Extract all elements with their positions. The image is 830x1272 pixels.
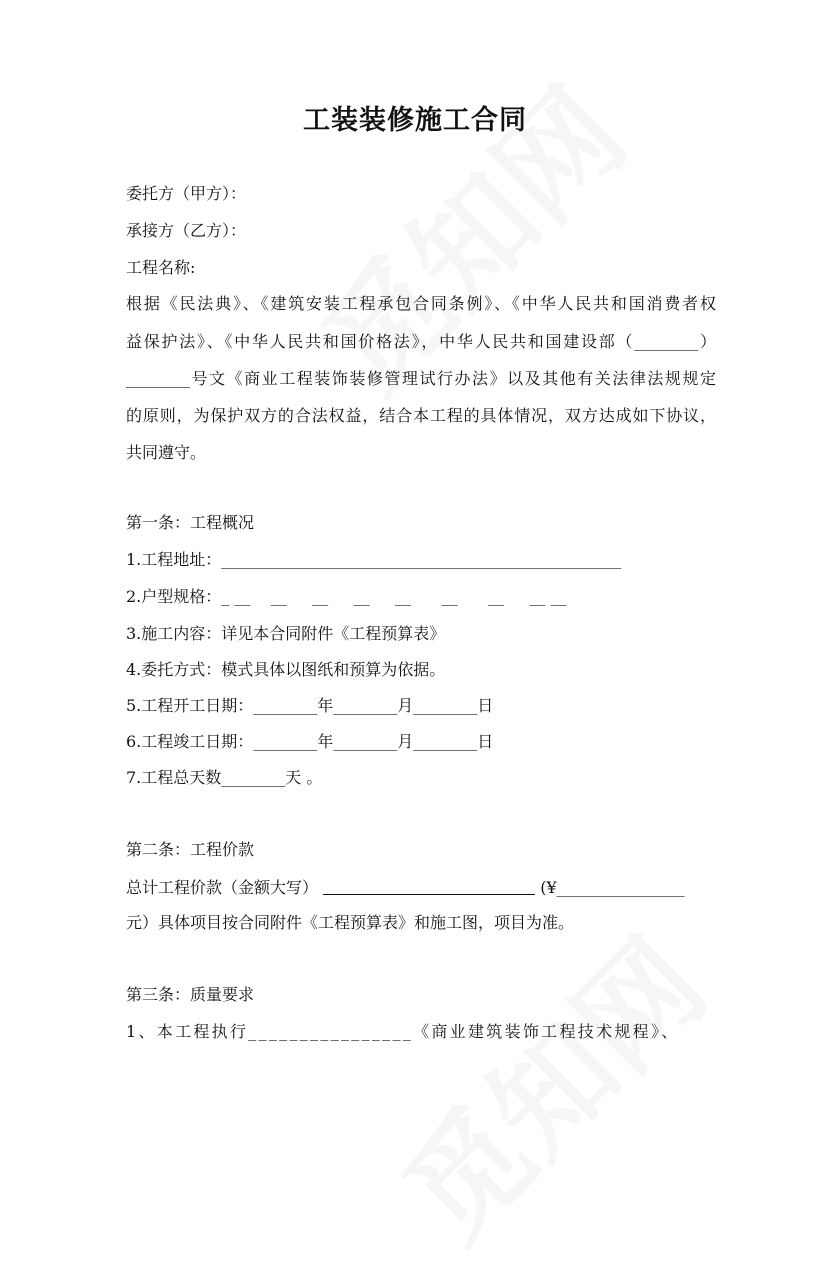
intro-paragraph-line: 的原则，为保护双方的合法权益，结合本工程的具体情况，双方达成如下协议，	[126, 406, 716, 425]
intro-paragraph-line: 益保护法》、《中华人民共和国价格法》，中华人民共和国建设部（________）	[126, 332, 716, 351]
document-title: 工装装修施工合同	[303, 105, 527, 136]
quality-item-1: 1、本工程执行________________《商业建筑装饰工程技术规程》、	[126, 1022, 680, 1041]
commission-mode-line: 4.委托方式：模式具体以图纸和预算为依据。	[126, 660, 446, 679]
completion-date-line: 6.工程竣工日期：________年________月________日	[126, 732, 494, 751]
project-address-line: 1.工程地址：__________________________________________________	[126, 550, 622, 569]
intro-paragraph-line: 共同遵守。	[126, 443, 207, 462]
party-b-line: 承接方（乙方）：	[126, 221, 247, 240]
section-1-heading: 第一条：工程概况	[126, 513, 255, 532]
layout-spec-line: 2.户型规格：_ __ __ __ __ __ __ __ __ __	[126, 587, 567, 606]
watermark	[360, 895, 736, 1271]
intro-paragraph-line: ________号文《商业工程装饰装修管理试行办法》以及其他有关法律法规规定	[126, 369, 716, 388]
total-days-line: 7.工程总天数________天 。	[126, 768, 323, 787]
price-number-blank: (¥________________	[535, 878, 685, 897]
price-detail-line: 元）具体项目按合同附件《工程预算表》和施工图，项目为准。	[126, 913, 575, 932]
intro-paragraph-line: 根据《民法典》、《建筑安装工程承包合同条例》、《中华人民共和国消费者权	[126, 294, 716, 313]
start-date-line: 5.工程开工日期：________年________月________日	[126, 696, 494, 715]
project-name-line: 工程名称:	[126, 258, 196, 277]
total-price-line	[126, 876, 716, 899]
section-2-heading: 第二条：工程价款	[126, 840, 255, 859]
total-price-label: 总计工程价款（金额大写）	[126, 878, 319, 897]
construction-content-line: 3.施工内容：详见本合同附件《工程预算表》	[126, 624, 446, 643]
price-words-blank	[323, 876, 535, 895]
party-a-line: 委托方（甲方）：	[126, 184, 247, 203]
section-3-heading: 第三条：质量要求	[126, 985, 255, 1004]
